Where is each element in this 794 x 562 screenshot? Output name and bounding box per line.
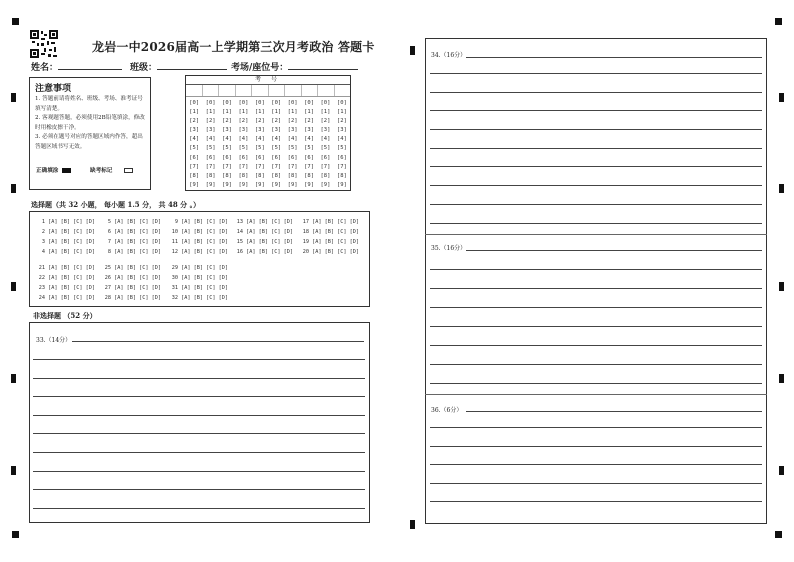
mc-question-number: 19 [302,239,309,245]
mc-question-2[interactable] [36,229,95,235]
mc-options[interactable]: [A] [B] [C] [D] [309,239,359,245]
mc-question-number: 20 [302,249,309,255]
answer-line[interactable] [430,326,762,327]
exam-number-column [202,99,218,190]
mc-options[interactable]: [A] [B] [C] [D] [178,275,228,281]
question-label-35: 35.（16分） [431,245,467,252]
mc-question-number: 25 [104,265,111,271]
exam-digit-bubble[interactable]: [8] [320,172,331,179]
mc-question-number: 24 [38,295,45,301]
exam-digit-bubble[interactable]: [2] [320,118,331,125]
exam-digit-bubble[interactable]: [4] [222,136,232,143]
timing-mark-left [11,466,16,475]
answer-line[interactable] [33,471,365,472]
answer-line[interactable] [430,501,762,502]
absent-mark[interactable] [90,166,133,174]
exam-digit-bubble[interactable]: [5] [254,145,265,152]
timing-mark-left [11,374,16,383]
exam-digit-bubble[interactable]: [9] [205,181,216,188]
notice-box [29,77,151,190]
exam-digit-bubble[interactable]: [3] [205,127,216,134]
exam-digit-bubble[interactable]: [6] [254,154,265,161]
timing-mark-left [11,93,16,102]
exam-number-grid [185,75,351,191]
mc-question-1[interactable] [36,219,95,225]
mc-question-15[interactable] [234,239,293,245]
mc-options[interactable]: [A] [B] [C] [D] [45,219,95,225]
mc-options[interactable]: [A] [B] [C] [D] [243,249,293,255]
exam-digit-bubble[interactable]: [0] [336,100,347,106]
mc-options[interactable]: [A] [B] [C] [D] [178,229,228,235]
exam-digit-bubble[interactable]: [4] [304,136,315,143]
mc-question-22[interactable] [36,275,95,281]
timing-mark-left [410,520,415,529]
exam-number-column [268,99,284,190]
non-mc-section-title: 非选择题 （52 分） [33,311,97,320]
answer-line[interactable] [72,341,364,342]
answer-line[interactable] [33,489,365,490]
mc-options[interactable]: [A] [B] [C] [D] [111,239,161,245]
question-divider [425,394,767,395]
exam-digit-bubble[interactable]: [8] [238,172,249,179]
corner-mark-top-left [12,18,19,25]
exam-number-column [284,99,300,190]
exam-digit-bubble[interactable]: [4] [254,136,265,143]
class-label: 班级： [130,63,158,73]
qr-code-icon [30,30,58,58]
exam-digit-bubble[interactable]: [0] [320,100,331,106]
mc-question-number: 7 [107,239,111,245]
mc-question-27[interactable] [102,285,161,291]
mc-options[interactable]: [A] [B] [C] [D] [178,265,228,271]
answer-line[interactable] [430,464,762,465]
mc-question-number: 5 [107,219,111,225]
exam-digit-bubble[interactable]: [6] [222,154,232,161]
exam-digit-bubble[interactable]: [4] [320,136,331,143]
mc-question-4[interactable] [36,249,95,255]
exam-digit-bubble[interactable]: [5] [336,145,347,152]
exam-digit-bubble[interactable]: [9] [336,181,347,188]
exam-digit-bubble[interactable]: [2] [254,118,265,125]
exam-digit-bubble[interactable]: [4] [271,136,282,143]
mc-question-number: 28 [104,295,111,301]
exam-digit-bubble[interactable]: [4] [238,136,249,143]
mc-question-number: 21 [38,265,45,271]
answer-line[interactable] [430,427,762,428]
exam-digit-bubble[interactable]: [0] [189,100,200,106]
mc-question-23[interactable] [36,285,95,291]
mc-question-10[interactable] [169,229,228,235]
exam-digit-bubble[interactable]: [9] [271,181,282,188]
answer-line[interactable] [430,364,762,365]
exam-digit-bubble[interactable]: [8] [205,172,216,179]
mc-question-number: 6 [107,229,111,235]
absent-checkbox-icon[interactable] [124,168,133,173]
exam-digit-bubble[interactable]: [8] [287,172,298,179]
answer-line[interactable] [430,185,762,186]
exam-digit-bubble[interactable]: [5] [304,145,315,152]
answer-line[interactable] [466,411,762,412]
name-field[interactable] [31,60,122,73]
exam-digit-bubble[interactable]: [1] [287,109,298,116]
exam-digit-bubble[interactable]: [4] [189,136,200,143]
exam-digit-bubble[interactable]: [9] [320,181,331,188]
mc-question-25[interactable] [102,265,161,271]
exam-digit-bubble[interactable]: [9] [254,181,265,188]
notice-line: 2. 客观题答题，必须使用2B铅笔填涂，修改时用橡皮擦干净。 [35,115,145,131]
mc-question-9[interactable] [169,219,228,225]
answer-line[interactable] [430,92,762,93]
exam-digit-bubble[interactable]: [9] [222,181,232,188]
mc-question-number: 10 [171,229,178,235]
exam-digit-bubble[interactable]: [8] [189,172,200,179]
exam-digit-bubble[interactable]: [3] [287,127,298,134]
exam-number-label: 考 号 [186,76,350,85]
timing-mark-right [779,184,784,193]
mc-question-32[interactable] [169,295,228,301]
exam-digit-bubble[interactable]: [7] [189,163,200,170]
mc-question-14[interactable] [234,229,293,235]
mc-question-3[interactable] [36,239,95,245]
mc-options[interactable]: [A] [B] [C] [D] [111,275,161,281]
mc-question-number: 27 [104,285,111,291]
exam-number-column [219,99,235,190]
answer-line[interactable] [430,204,762,205]
exam-digit-bubble[interactable]: [4] [205,136,216,143]
corner-mark-bottom-right [775,531,782,538]
exam-number-write-row[interactable] [186,85,350,97]
exam-digit-bubble[interactable]: [4] [287,136,298,143]
timing-mark-right [779,374,784,383]
mc-question-31[interactable] [169,285,228,291]
exam-digit-bubble[interactable]: [2] [189,118,200,125]
answer-line[interactable] [430,288,762,289]
exam-number-columns [186,97,350,190]
exam-digit-bubble[interactable]: [9] [238,181,249,188]
name-label: 姓名： [31,63,59,73]
mc-question-number: 13 [236,219,243,225]
room-seat-field[interactable] [231,60,358,73]
answer-line[interactable] [466,250,762,251]
exam-digit-bubble[interactable]: [5] [238,145,249,152]
page-title: 龙岩一中2026届高一上学期第三次月考政治 答题卡 [92,40,375,54]
exam-digit-bubble[interactable]: [5] [271,145,282,152]
exam-digit-bubble[interactable]: [0] [222,100,232,106]
answer-line[interactable] [430,269,762,270]
exam-digit-bubble[interactable]: [5] [222,145,232,152]
exam-digit-bubble[interactable]: [6] [320,154,331,161]
exam-digit-bubble[interactable]: [0] [205,100,216,106]
mc-question-30[interactable] [169,275,228,281]
mc-question-12[interactable] [169,249,228,255]
exam-digit-bubble[interactable]: [2] [222,118,232,125]
mc-options[interactable]: [A] [B] [C] [D] [45,295,95,301]
exam-digit-bubble[interactable]: [3] [271,127,282,134]
exam-digit-bubble[interactable]: [6] [189,154,200,161]
mc-options[interactable]: [A] [B] [C] [D] [45,275,95,281]
exam-digit-bubble[interactable]: [0] [271,100,282,106]
exam-digit-bubble[interactable]: [7] [336,163,347,170]
mc-question-number: 32 [171,295,178,301]
answer-line[interactable] [430,148,762,149]
corner-mark-bottom-left [12,531,19,538]
answer-line[interactable] [33,396,365,397]
mc-question-28[interactable] [102,295,161,301]
exam-digit-bubble[interactable]: [7] [238,163,249,170]
exam-digit-bubble[interactable]: [8] [254,172,265,179]
question-divider [425,234,767,235]
exam-digit-bubble[interactable]: [3] [238,127,249,134]
exam-digit-bubble[interactable]: [3] [222,127,232,134]
exam-digit-bubble[interactable]: [2] [287,118,298,125]
notice-text [35,95,145,153]
mc-options[interactable]: [A] [B] [C] [D] [111,265,161,271]
mc-question-number: 18 [302,229,309,235]
exam-digit-bubble[interactable]: [8] [271,172,282,179]
mc-question-19[interactable] [300,239,359,245]
mc-question-number: 23 [38,285,45,291]
mc-question-26[interactable] [102,275,161,281]
mc-options[interactable]: [A] [B] [C] [D] [243,219,293,225]
mc-options[interactable]: [A] [B] [C] [D] [111,295,161,301]
mc-section-title: 选择题（共 32 小题， 每小题 1.5 分， 共 48 分 。） [31,200,201,209]
mc-options[interactable]: [A] [B] [C] [D] [111,285,161,291]
answer-line[interactable] [430,446,762,447]
mc-question-13[interactable] [234,219,293,225]
mc-question-number: 14 [236,229,243,235]
mc-question-number: 4 [41,249,45,255]
mc-question-17[interactable] [300,219,359,225]
notice-line: 1. 答题前请将姓名、班级、考场、准考证号填写清楚。 [35,96,143,112]
answer-line[interactable] [33,359,365,360]
mc-question-6[interactable] [102,229,161,235]
mc-question-18[interactable] [300,229,359,235]
mc-answer-box [29,211,370,307]
mc-question-number: 29 [171,265,178,271]
mc-question-number: 16 [236,249,243,255]
mc-question-number: 30 [171,275,178,281]
answer-line[interactable] [430,383,762,384]
mc-options[interactable]: [A] [B] [C] [D] [45,285,95,291]
exam-number-column [301,99,317,190]
mc-options[interactable]: [A] [B] [C] [D] [178,295,228,301]
answer-line[interactable] [33,415,365,416]
filled-swatch-icon [62,168,71,173]
exam-digit-bubble[interactable]: [8] [304,172,315,179]
mc-options[interactable]: [A] [B] [C] [D] [45,249,95,255]
mc-question-7[interactable] [102,239,161,245]
timing-mark-right [779,93,784,102]
notice-title: 注意事项 [35,84,72,94]
exam-number-column [186,99,202,190]
exam-digit-bubble[interactable]: [3] [304,127,315,134]
mc-question-20[interactable] [300,249,359,255]
answer-line[interactable] [33,433,365,434]
exam-number-column [235,99,251,190]
exam-digit-bubble[interactable]: [2] [205,118,216,125]
exam-digit-bubble[interactable]: [1] [254,109,265,116]
exam-digit-bubble[interactable]: [9] [287,181,298,188]
mc-options[interactable]: [A] [B] [C] [D] [111,219,161,225]
answer-line[interactable] [33,378,365,379]
mc-question-29[interactable] [169,265,228,271]
answer-line[interactable] [430,483,762,484]
exam-digit-bubble[interactable]: [1] [189,109,200,116]
answer-line[interactable] [33,452,365,453]
exam-digit-bubble[interactable]: [5] [205,145,216,152]
mc-question-number: 22 [38,275,45,281]
exam-digit-bubble[interactable]: [1] [304,109,315,116]
exam-digit-bubble[interactable]: [7] [320,163,331,170]
mc-question-number: 9 [174,219,178,225]
mc-question-number: 2 [41,229,45,235]
answer-line[interactable] [430,307,762,308]
mc-question-number: 31 [171,285,178,291]
exam-digit-bubble[interactable]: [1] [320,109,331,116]
answer-line[interactable] [430,129,762,130]
exam-digit-bubble[interactable]: [1] [271,109,282,116]
exam-digit-bubble[interactable]: [0] [287,100,298,106]
exam-digit-bubble[interactable]: [6] [336,154,347,161]
mc-options[interactable]: [A] [B] [C] [D] [243,229,293,235]
exam-digit-bubble[interactable]: [3] [320,127,331,134]
exam-digit-bubble[interactable]: [1] [238,109,249,116]
mc-options[interactable]: [A] [B] [C] [D] [111,249,161,255]
mc-question-16[interactable] [234,249,293,255]
exam-digit-bubble[interactable]: [7] [254,163,265,170]
timing-mark-right [779,466,784,475]
exam-digit-bubble[interactable]: [7] [304,163,315,170]
mc-question-number: 26 [104,275,111,281]
answer-line[interactable] [430,345,762,346]
mc-question-24[interactable] [36,295,95,301]
mc-options[interactable]: [A] [B] [C] [D] [45,239,95,245]
mc-question-number: 17 [302,219,309,225]
exam-digit-bubble[interactable]: [2] [271,118,282,125]
exam-digit-bubble[interactable]: [1] [205,109,216,116]
mc-options[interactable]: [A] [B] [C] [D] [45,229,95,235]
answer-box-q33[interactable] [29,322,370,523]
answer-line[interactable] [430,223,762,224]
exam-digit-bubble[interactable]: [1] [222,109,232,116]
mc-question-number: 3 [41,239,45,245]
exam-number-column [252,99,268,190]
mc-question-8[interactable] [102,249,161,255]
exam-digit-bubble[interactable]: [3] [336,127,347,134]
exam-digit-bubble[interactable]: [7] [205,163,216,170]
exam-digit-bubble[interactable]: [1] [336,109,347,116]
mc-options[interactable]: [A] [B] [C] [D] [178,219,228,225]
exam-digit-bubble[interactable]: [9] [304,181,315,188]
exam-digit-bubble[interactable]: [9] [189,181,200,188]
exam-number-column [334,99,350,190]
answer-line[interactable] [430,166,762,167]
mc-options[interactable]: [A] [B] [C] [D] [309,219,359,225]
mc-question-21[interactable] [36,265,95,271]
mc-question-5[interactable] [102,219,161,225]
exam-digit-bubble[interactable]: [3] [254,127,265,134]
exam-digit-bubble[interactable]: [7] [271,163,282,170]
exam-digit-bubble[interactable]: [5] [287,145,298,152]
mc-options[interactable]: [A] [B] [C] [D] [45,265,95,271]
correct-fill-label: 正确填涂 [36,168,59,174]
mc-question-number: 8 [107,249,111,255]
corner-mark-top-right [775,18,782,25]
mc-question-number: 12 [171,249,178,255]
exam-digit-bubble[interactable]: [7] [287,163,298,170]
exam-digit-bubble[interactable]: [8] [222,172,232,179]
exam-digit-bubble[interactable]: [8] [336,172,347,179]
timing-mark-left [410,46,415,55]
class-field[interactable] [130,60,227,73]
question-label-33: 33.（14分） [36,337,72,344]
mc-options[interactable]: [A] [B] [C] [D] [178,285,228,291]
mc-options[interactable]: [A] [B] [C] [D] [309,229,359,235]
exam-digit-bubble[interactable]: [0] [254,100,265,106]
absent-mark-label: 缺考标记 [90,168,113,174]
timing-mark-left [11,282,16,291]
exam-digit-bubble[interactable]: [2] [304,118,315,125]
answer-line[interactable] [430,73,762,74]
exam-digit-bubble[interactable]: [7] [222,163,232,170]
answer-line[interactable] [33,508,365,509]
room-seat-label: 考场/座位号： [231,63,289,73]
answer-line[interactable] [430,110,762,111]
exam-digit-bubble[interactable]: [6] [205,154,216,161]
mc-options[interactable]: [A] [B] [C] [D] [178,239,228,245]
exam-digit-bubble[interactable]: [3] [189,127,200,134]
exam-digit-bubble[interactable]: [0] [304,100,315,106]
mc-options[interactable]: [A] [B] [C] [D] [309,249,359,255]
question-label-36: 36.（6分） [431,407,463,414]
notice-line: 3. 必须在题号对应的答题区域内作答，超出答题区域书写无效。 [35,134,143,150]
answer-line[interactable] [466,57,762,58]
exam-digit-bubble[interactable]: [5] [189,145,200,152]
exam-digit-bubble[interactable]: [0] [238,100,249,106]
mc-question-number: 11 [171,239,178,245]
mc-options[interactable]: [A] [B] [C] [D] [243,239,293,245]
correct-fill-sample [36,166,71,174]
mc-question-number: 1 [41,219,45,225]
exam-digit-bubble[interactable]: [6] [238,154,249,161]
exam-digit-bubble[interactable]: [6] [304,154,315,161]
mc-options[interactable]: [A] [B] [C] [D] [111,229,161,235]
mc-options[interactable]: [A] [B] [C] [D] [178,249,228,255]
exam-digit-bubble[interactable]: [6] [287,154,298,161]
exam-digit-bubble[interactable]: [2] [238,118,249,125]
timing-mark-right [779,282,784,291]
mc-question-number: 15 [236,239,243,245]
exam-number-column [317,99,333,190]
mc-question-11[interactable] [169,239,228,245]
exam-digit-bubble[interactable]: [2] [336,118,347,125]
exam-digit-bubble[interactable]: [6] [271,154,282,161]
timing-mark-left [11,184,16,193]
exam-digit-bubble[interactable]: [4] [336,136,347,143]
exam-digit-bubble[interactable]: [5] [320,145,331,152]
question-label-34: 34.（16分） [431,52,467,59]
